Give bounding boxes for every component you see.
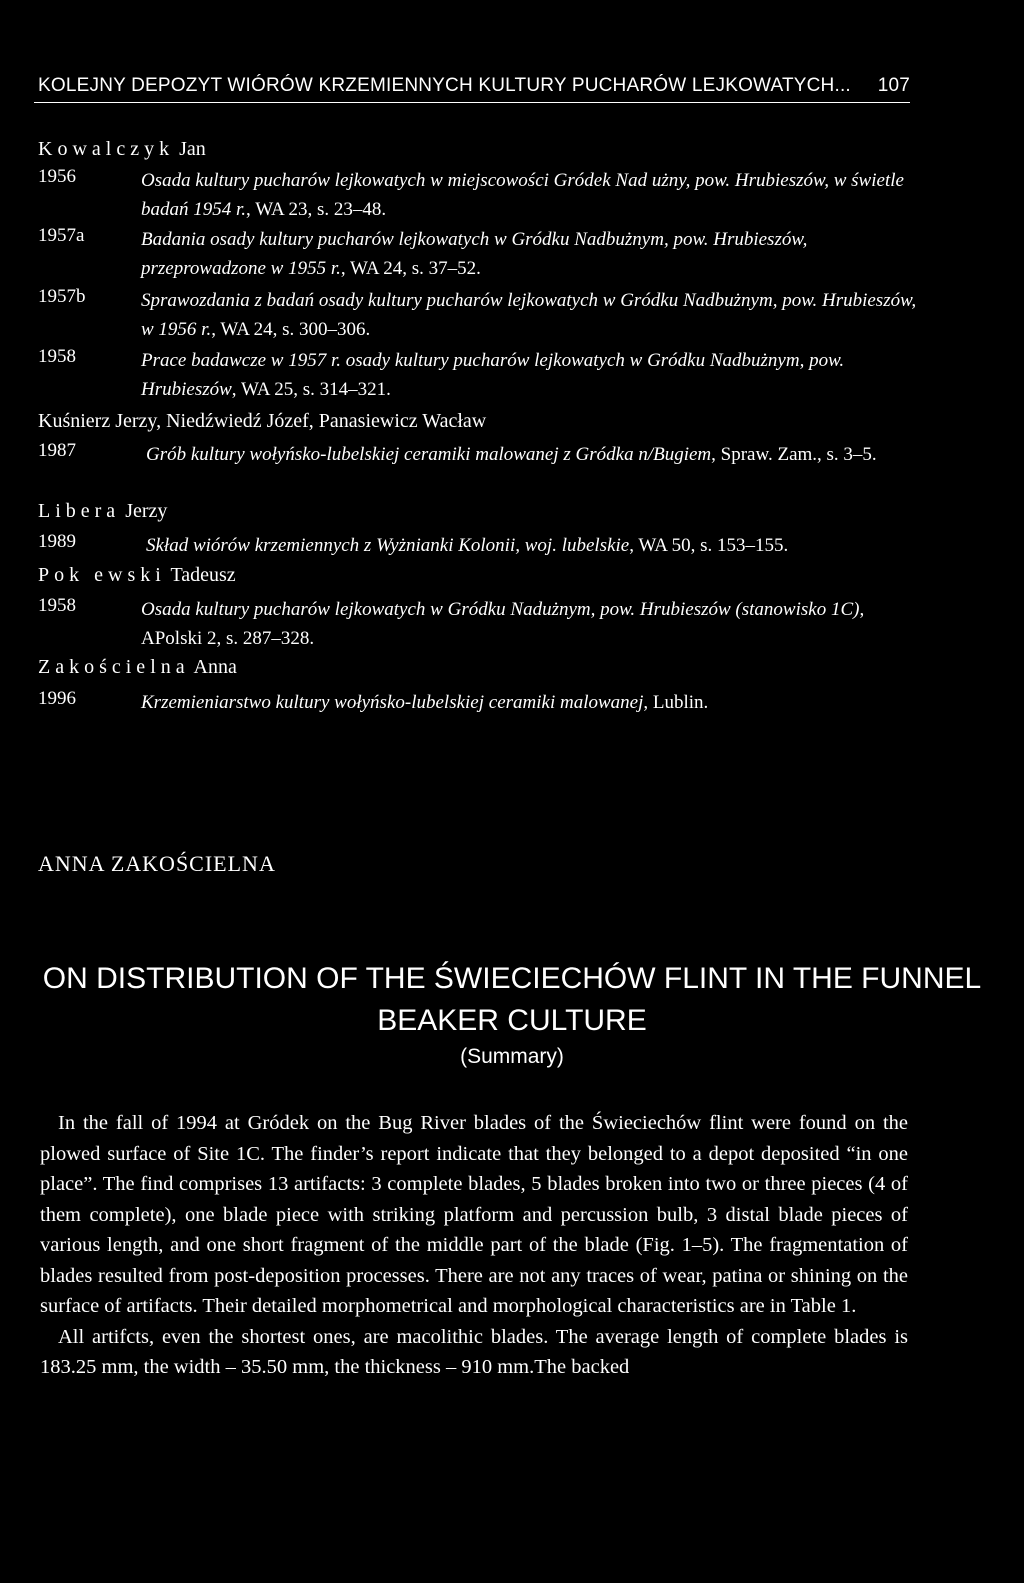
reference-details: , WA 23, s. 23–48.: [246, 199, 387, 220]
reference-year: 1956: [38, 166, 76, 187]
reference-title: Grób kultury wołyńsko-lubelskiej ceramiki malowanej z Gródka n/Bugiem: [146, 444, 712, 465]
reference-author: Zakościelna Anna: [38, 656, 237, 678]
reference-author: Kowalczyk Jan: [38, 138, 206, 160]
reference-title: Sprawozdania z badań osady kultury pucharów lejkowatych w Gródku Nadbużnym, pow. Hrubieszów, w 1956 r.: [141, 290, 917, 340]
reference-title: Osada kultury pucharów lejkowatych w miejscowości Gródek Nad użny, pow. Hrubieszów, w świetle badań 1954 r.: [141, 170, 904, 220]
reference-year: 1996: [38, 688, 76, 709]
reference-title: Badania osady kultury pucharów lejkowatych w Gródku Nadbużnym, pow. Hrubieszów, przeprowadzone w 1955 r.: [141, 229, 808, 279]
header-rule: [34, 102, 910, 103]
reference-title: Osada kultury pucharów lejkowatych w Gródku Nadużnym, pow. Hrubieszów (stanowisko 1C): [141, 599, 860, 620]
reference-details: , WA 24, s. 37–52.: [340, 258, 481, 279]
reference-details: , APolski 2, s. 287–328.: [141, 599, 865, 649]
reference-year: 1958: [38, 595, 76, 616]
reference-year: 1989: [38, 531, 76, 552]
running-header: [38, 75, 910, 97]
running-title: KOLEJNY DEPOZYT WIÓRÓW KRZEMIENNYCH KULTURY PUCHARÓW LEJKOWATYCH...: [38, 75, 851, 96]
reference-details: , WA 24, s. 300–306.: [211, 319, 371, 340]
reference-author: Pok ewski Tadeusz: [38, 564, 236, 586]
reference-year: 1958: [38, 346, 76, 367]
reference-year: 1957b: [38, 286, 86, 307]
reference-title: Prace badawcze w 1957 r. osady kultury pucharów lejkowatych w Gródku Nadbużnym, pow. Hrubieszów: [141, 350, 845, 400]
page-number: 107: [877, 75, 910, 96]
reference-details: , WA 50, s. 153–155.: [629, 535, 789, 556]
reference-title: Skład wiórów krzemiennych z Wyżnianki Kolonii, woj. lubelskie: [146, 535, 630, 556]
summary-title: ON DISTRIBUTION OF THE ŚWIECIECHÓW FLINT IN THE FUNNEL BEAKER CULTURE: [42, 962, 982, 1038]
reference-author: Libera Jerzy: [38, 500, 168, 522]
summary-author: ANNA ZAKOŚCIELNA: [38, 851, 276, 876]
reference-authors: Kuśnierz Jerzy, Niedźwiedź Józef, Panasiewicz Wacław: [38, 410, 487, 432]
summary-body: [40, 1108, 908, 1383]
reference-details: , Spraw. Zam., s. 3–5.: [711, 444, 877, 465]
reference-year: 1987: [38, 440, 76, 461]
summary-paragraph: In the fall of 1994 at Gródek on the Bug River blades of the Świeciechów flint were found on the plowed surface of Site 1C. The finder’s report indicate that they belonged to a depot deposited “in one place”. The find comprises 13 artifacts: 3 complete blades, 5 blades broken into two or three pieces (4 of them complete), one blade piece with striking platform and percussion bulb, 3 distal blade pieces of various length, and one short fragment of the middle part of the blade (Fig. 1–5). The fragmentation of blades resulted from post-deposition processes. There are not any traces of wear, patina or shining on the surface of artifacts. Their detailed morphometrical and morphological characteristics are in Table 1.: [40, 1112, 908, 1317]
summary-label: (Summary): [460, 1045, 564, 1068]
reference-details: , Lublin.: [643, 692, 709, 713]
summary-paragraph: All artifcts, even the shortest ones, are macolithic blades. The average length of complete blades is 183.25 mm, the width – 35.50 mm, the thickness – 910 mm.The backed: [40, 1325, 908, 1378]
reference-year: 1957a: [38, 225, 85, 246]
reference-title: Krzemieniarstwo kultury wołyńsko-lubelskiej ceramiki malowanej: [141, 692, 644, 713]
reference-details: , WA 25, s. 314–321.: [231, 379, 391, 400]
